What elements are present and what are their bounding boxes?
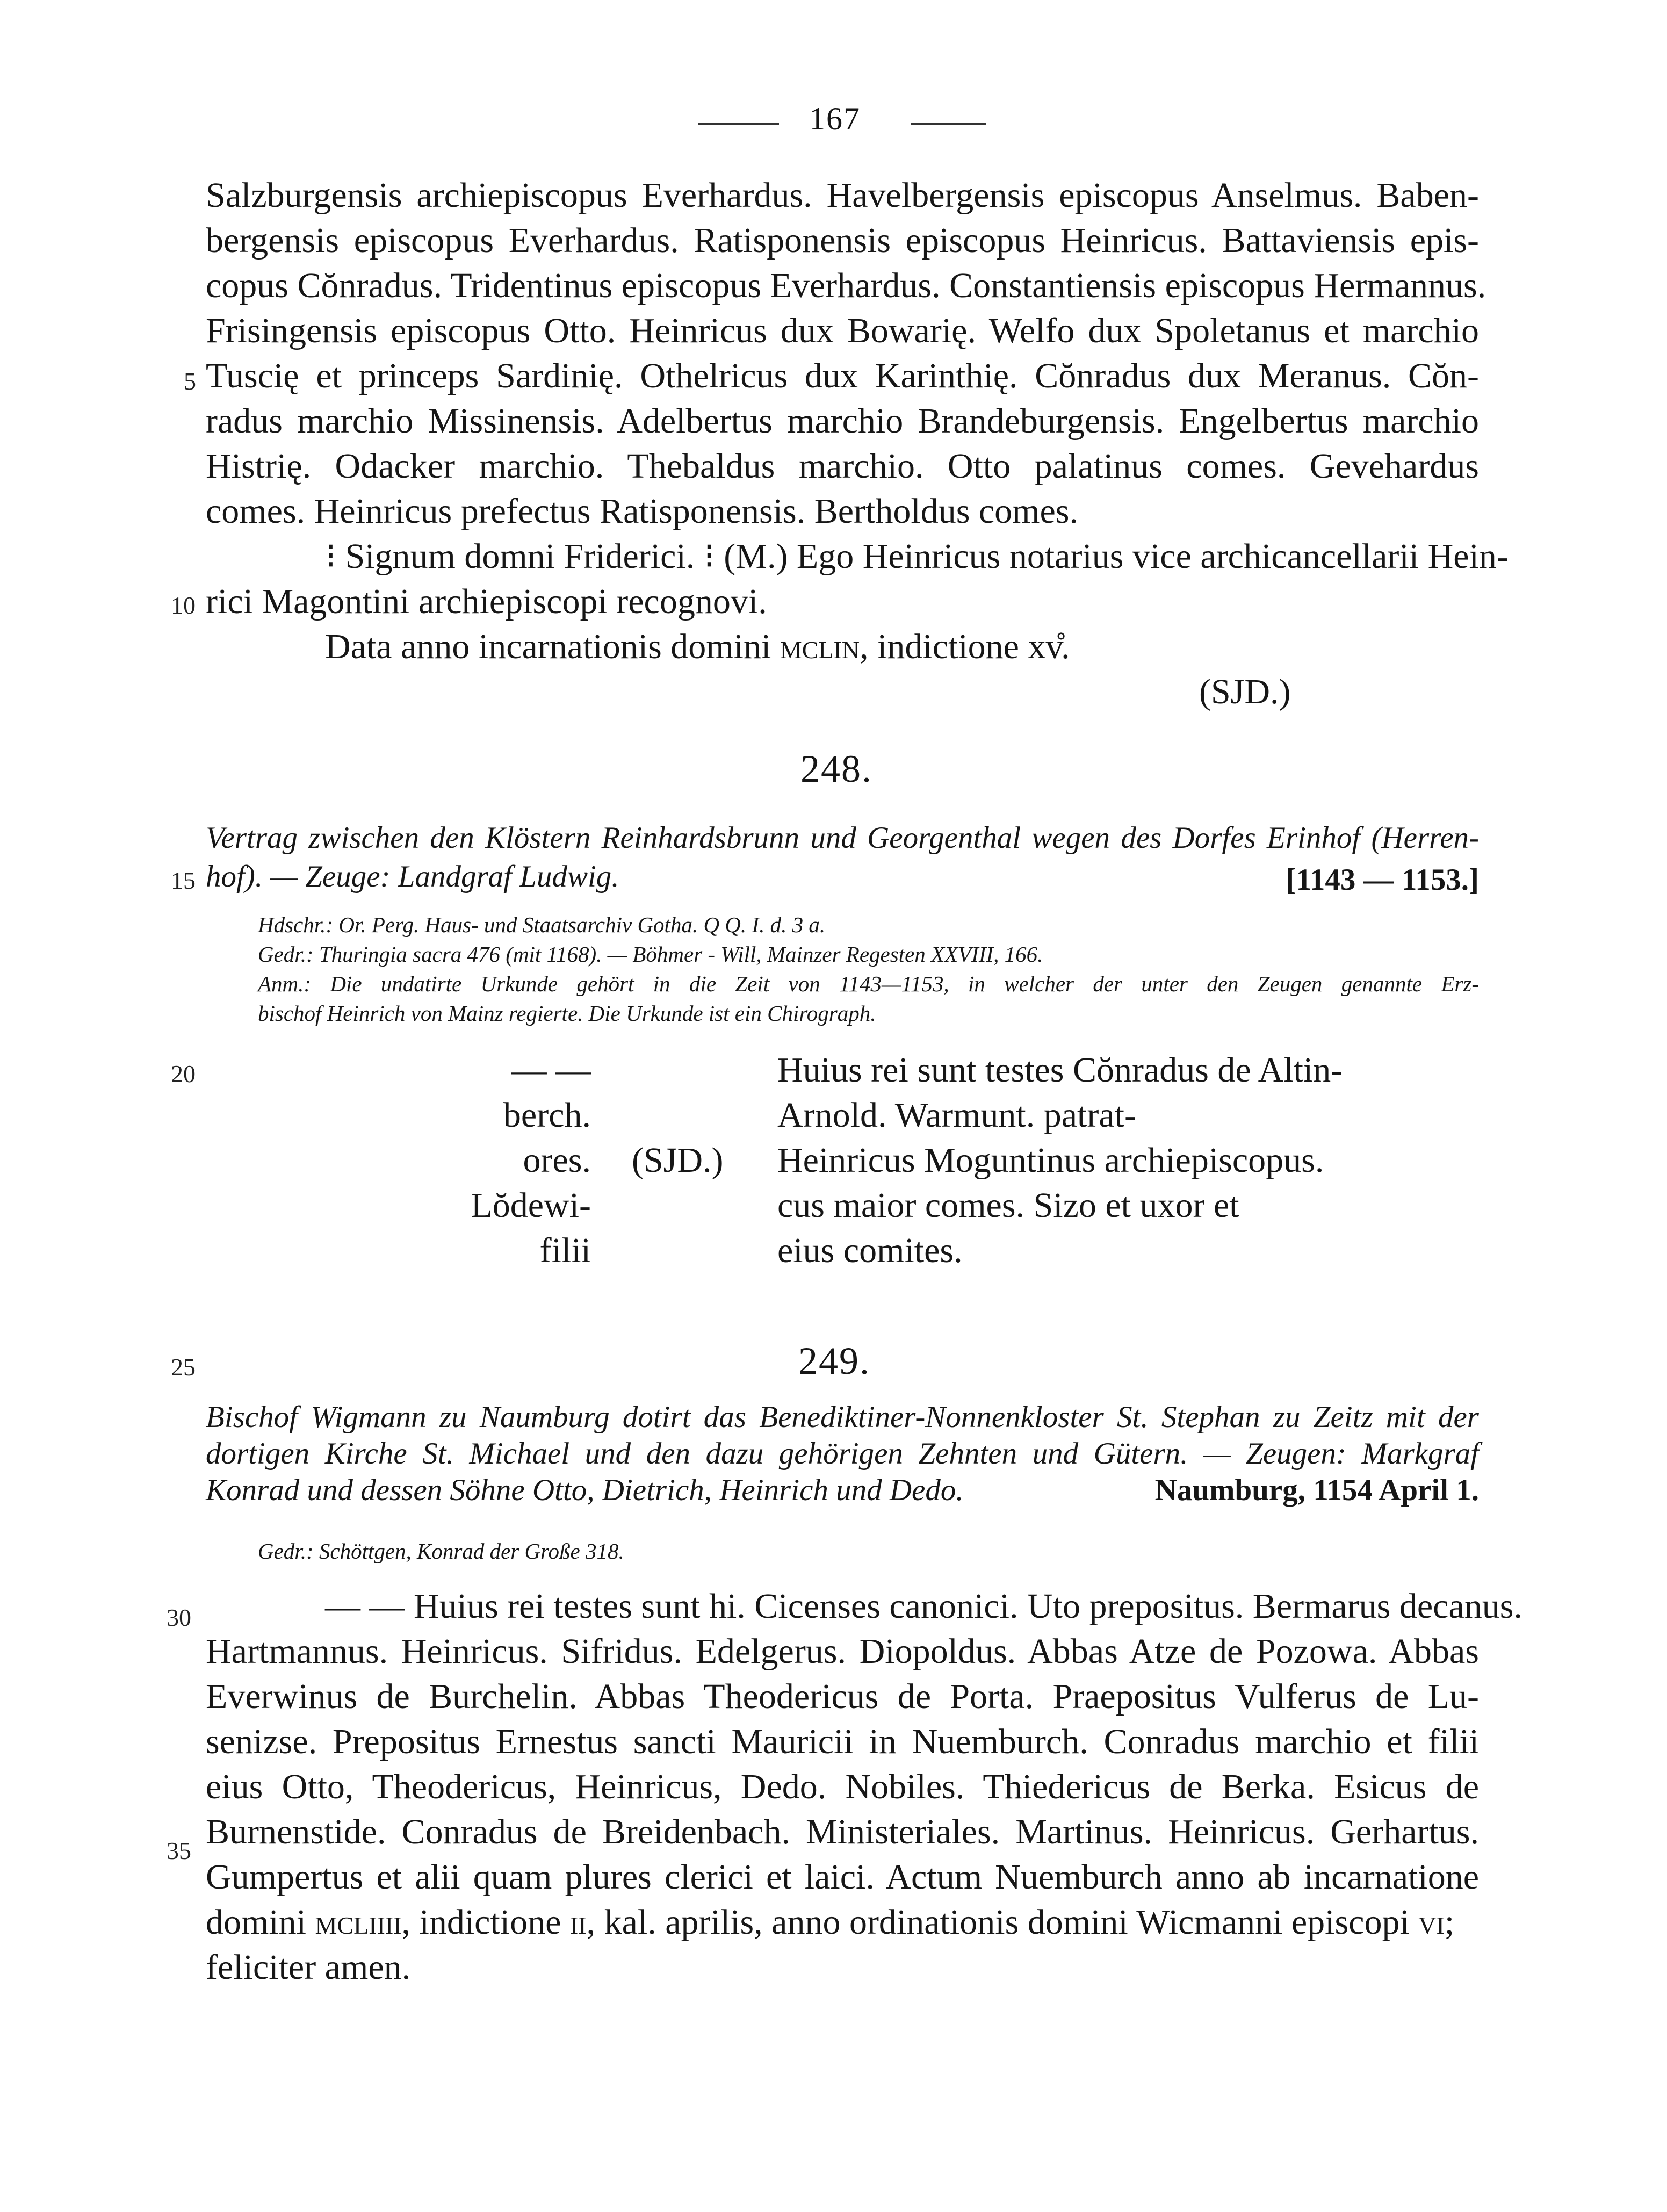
chirograph-right-column — [777, 1048, 1343, 1273]
text-line: copus Cŏnradus. Tridentinus episcopus Everhardus. Constantiensis episcopus Hermannus. — [206, 266, 1486, 305]
line-number: 30 — [167, 1604, 191, 1631]
text-line — [206, 1900, 1479, 1945]
text-line: feliciter amen. — [206, 1948, 411, 1987]
text-line: Tuscię et princeps Sardinię. Othelricus dux Karinthię. Cŏnradus dux Meranus. Cŏn- — [206, 356, 1479, 395]
document-number-248: 248. — [800, 747, 872, 790]
date-text: Naumburg, 1154 April 1. — [1154, 1473, 1479, 1507]
apparatus-notes — [258, 910, 1479, 1028]
dating-prefix: Data anno incarnationis domini — [325, 627, 771, 666]
regest-heading-cont: hof). — Zeuge: Landgraf Ludwig. — [206, 860, 619, 894]
year-numeral: mcliiii — [315, 1903, 402, 1942]
column-line: berch. — [503, 1096, 591, 1135]
line-number: 15 — [171, 867, 196, 894]
text-line: bergensis episcopus Everhardus. Ratisponensis episcopus Heinricus. Battaviensis epis- — [206, 221, 1479, 260]
note-remark: Anm.: Die undatirte Urkunde gehört in die Zeit von 1143—1153, in welcher der unter den Zeugen genannte Erz- — [258, 971, 1479, 996]
column-line: cus maior comes. Sizo et uxor et — [777, 1186, 1239, 1225]
seal-notation: (SJD.) — [1199, 672, 1291, 711]
column-line: filii — [539, 1231, 591, 1270]
column-line: Huius rei sunt testes Cŏnradus de Altin- — [777, 1050, 1343, 1090]
note-printed: Gedr.: Schöttgen, Konrad der Große 318. — [258, 1539, 624, 1563]
indiction-numeral: ii — [569, 1903, 587, 1942]
dating-year: mclin — [780, 627, 860, 666]
chirograph-left-column — [451, 1048, 591, 1273]
date-text: [1143 — 1153.] — [1286, 863, 1479, 897]
column-line: Arnold. Warmunt. patrat- — [777, 1096, 1136, 1135]
word: , kal. aprilis, anno ordinationis domini Wicmanni episcopi — [586, 1903, 1410, 1942]
page-header — [698, 101, 999, 141]
text-line: Everwinus de Burchelin. Abbas Theodericus de Porta. Praepositus Vulferus de Lu- — [206, 1677, 1479, 1716]
text-line: Gumpertus et alii quam plures clerici et laici. Actum Nuemburch anno ab incarnatione — [206, 1857, 1479, 1897]
word: domini — [206, 1903, 307, 1942]
heading-line: Konrad und dessen Söhne Otto, Dietrich, Heinrich und Dedo. — [206, 1473, 964, 1507]
text-line: Burnenstide. Conradus de Breidenbach. Ministeriales. Martinus. Heinricus. Gerhartus. — [206, 1812, 1479, 1851]
text-line: Histrię. Odacker marchio. Thebaldus marchio. Otto palatinus comes. Gevehardus — [206, 446, 1479, 486]
heading-line: Bischof Wigmann zu Naumburg dotirt das Benediktiner-Nonnenkloster St. Stephan zu Zeitz mit der — [206, 1400, 1479, 1434]
column-line: Heinricus Moguntinus archiepiscopus. — [777, 1141, 1324, 1180]
note-manuscript: Hdschr.: Or. Perg. Haus- und Staatsarchiv Gotha. Q Q. I. d. 3 a. — [258, 912, 826, 937]
text-line: Hartmannus. Heinricus. Sifridus. Edelgerus. Diopoldus. Abbas Atze de Pozowa. Abbas — [206, 1632, 1479, 1671]
text-line: senizse. Prepositus Ernestus sancti Mauricii in Nuemburch. Conradus marchio et filii — [206, 1722, 1479, 1761]
column-line: — — — [511, 1050, 591, 1090]
page-number: 167 — [809, 101, 861, 136]
text-line: Frisingensis episcopus Otto. Heinricus dux Bowarię. Welfo dux Spoletanus et marchio — [206, 311, 1479, 350]
regest-heading: Vertrag zwischen den Klöstern Reinhardsbrunn und Georgenthal wegen des Dorfes Erinhof (Herren- — [206, 821, 1479, 855]
header-rule-left — [698, 123, 779, 125]
witness-list-249 — [206, 1584, 1522, 1990]
recognition-line: rici Magontini archiepiscopi recognovi. — [206, 582, 767, 621]
column-line: eius comites. — [777, 1231, 963, 1270]
line-number: 25 — [171, 1353, 196, 1381]
heading-line: dortigen Kirche St. Michael und den dazu gehörigen Zehnten und Gütern. — Zeugen: Markgraf — [206, 1437, 1479, 1471]
text-line: — — Huius rei testes sunt hi. Cicenses canonici. Uto prepositus. Bermarus decanus. — [325, 1587, 1522, 1626]
document-date-249 — [1128, 1472, 1479, 1509]
line-fragment — [206, 1900, 1454, 1945]
document-number-249: 249. — [798, 1339, 870, 1382]
note-remark-cont: bischof Heinrich von Mainz regierte. Die Urkunde ist ein Chirograph. — [258, 1001, 876, 1026]
note-printed: Gedr.: Thuringia sacra 476 (mit 1168). — Böhmer - Will, Mainzer Regesten XXVIII, 166. — [258, 942, 1043, 967]
signum-line: ⁝ Signum domni Friderici. ⁝ (M.) Ego Heinricus notarius vice archicancellarii Hein- — [325, 537, 1509, 576]
column-line: Lŏdewi- — [471, 1186, 591, 1225]
header-rule-right — [911, 123, 986, 125]
line-number: 20 — [171, 1060, 196, 1087]
document-date — [1236, 862, 1479, 898]
dating-suffix: , indictione xv̊. — [860, 627, 1070, 666]
chirograph-seal: (SJD.) — [632, 1141, 724, 1180]
column-line: ores. — [523, 1141, 591, 1180]
text-line: eius Otto, Theodericus, Heinricus, Dedo. Nobiles. Thiedericus de Berka. Esicus de — [206, 1767, 1479, 1806]
apparatus-notes-249 — [258, 1537, 624, 1566]
dating-line — [325, 624, 1070, 669]
episcopate-numeral: vi — [1418, 1903, 1445, 1942]
text-line: comes. Heinricus prefectus Ratisponensis. Bertholdus comes. — [206, 492, 1078, 531]
text-line: Salzburgensis archiepiscopus Everhardus. Havelbergensis episcopus Anselmus. Baben- — [206, 176, 1479, 215]
witness-list-block — [206, 173, 1486, 534]
word: ; — [1444, 1903, 1455, 1942]
text-line: radus marchio Missinensis. Adelbertus marchio Brandeburgensis. Engelbertus marchio — [206, 401, 1479, 441]
line-number: 10 — [171, 592, 196, 619]
line-number: 35 — [167, 1837, 191, 1864]
line-number: 5 — [184, 368, 196, 395]
word: , indictione — [401, 1903, 561, 1942]
